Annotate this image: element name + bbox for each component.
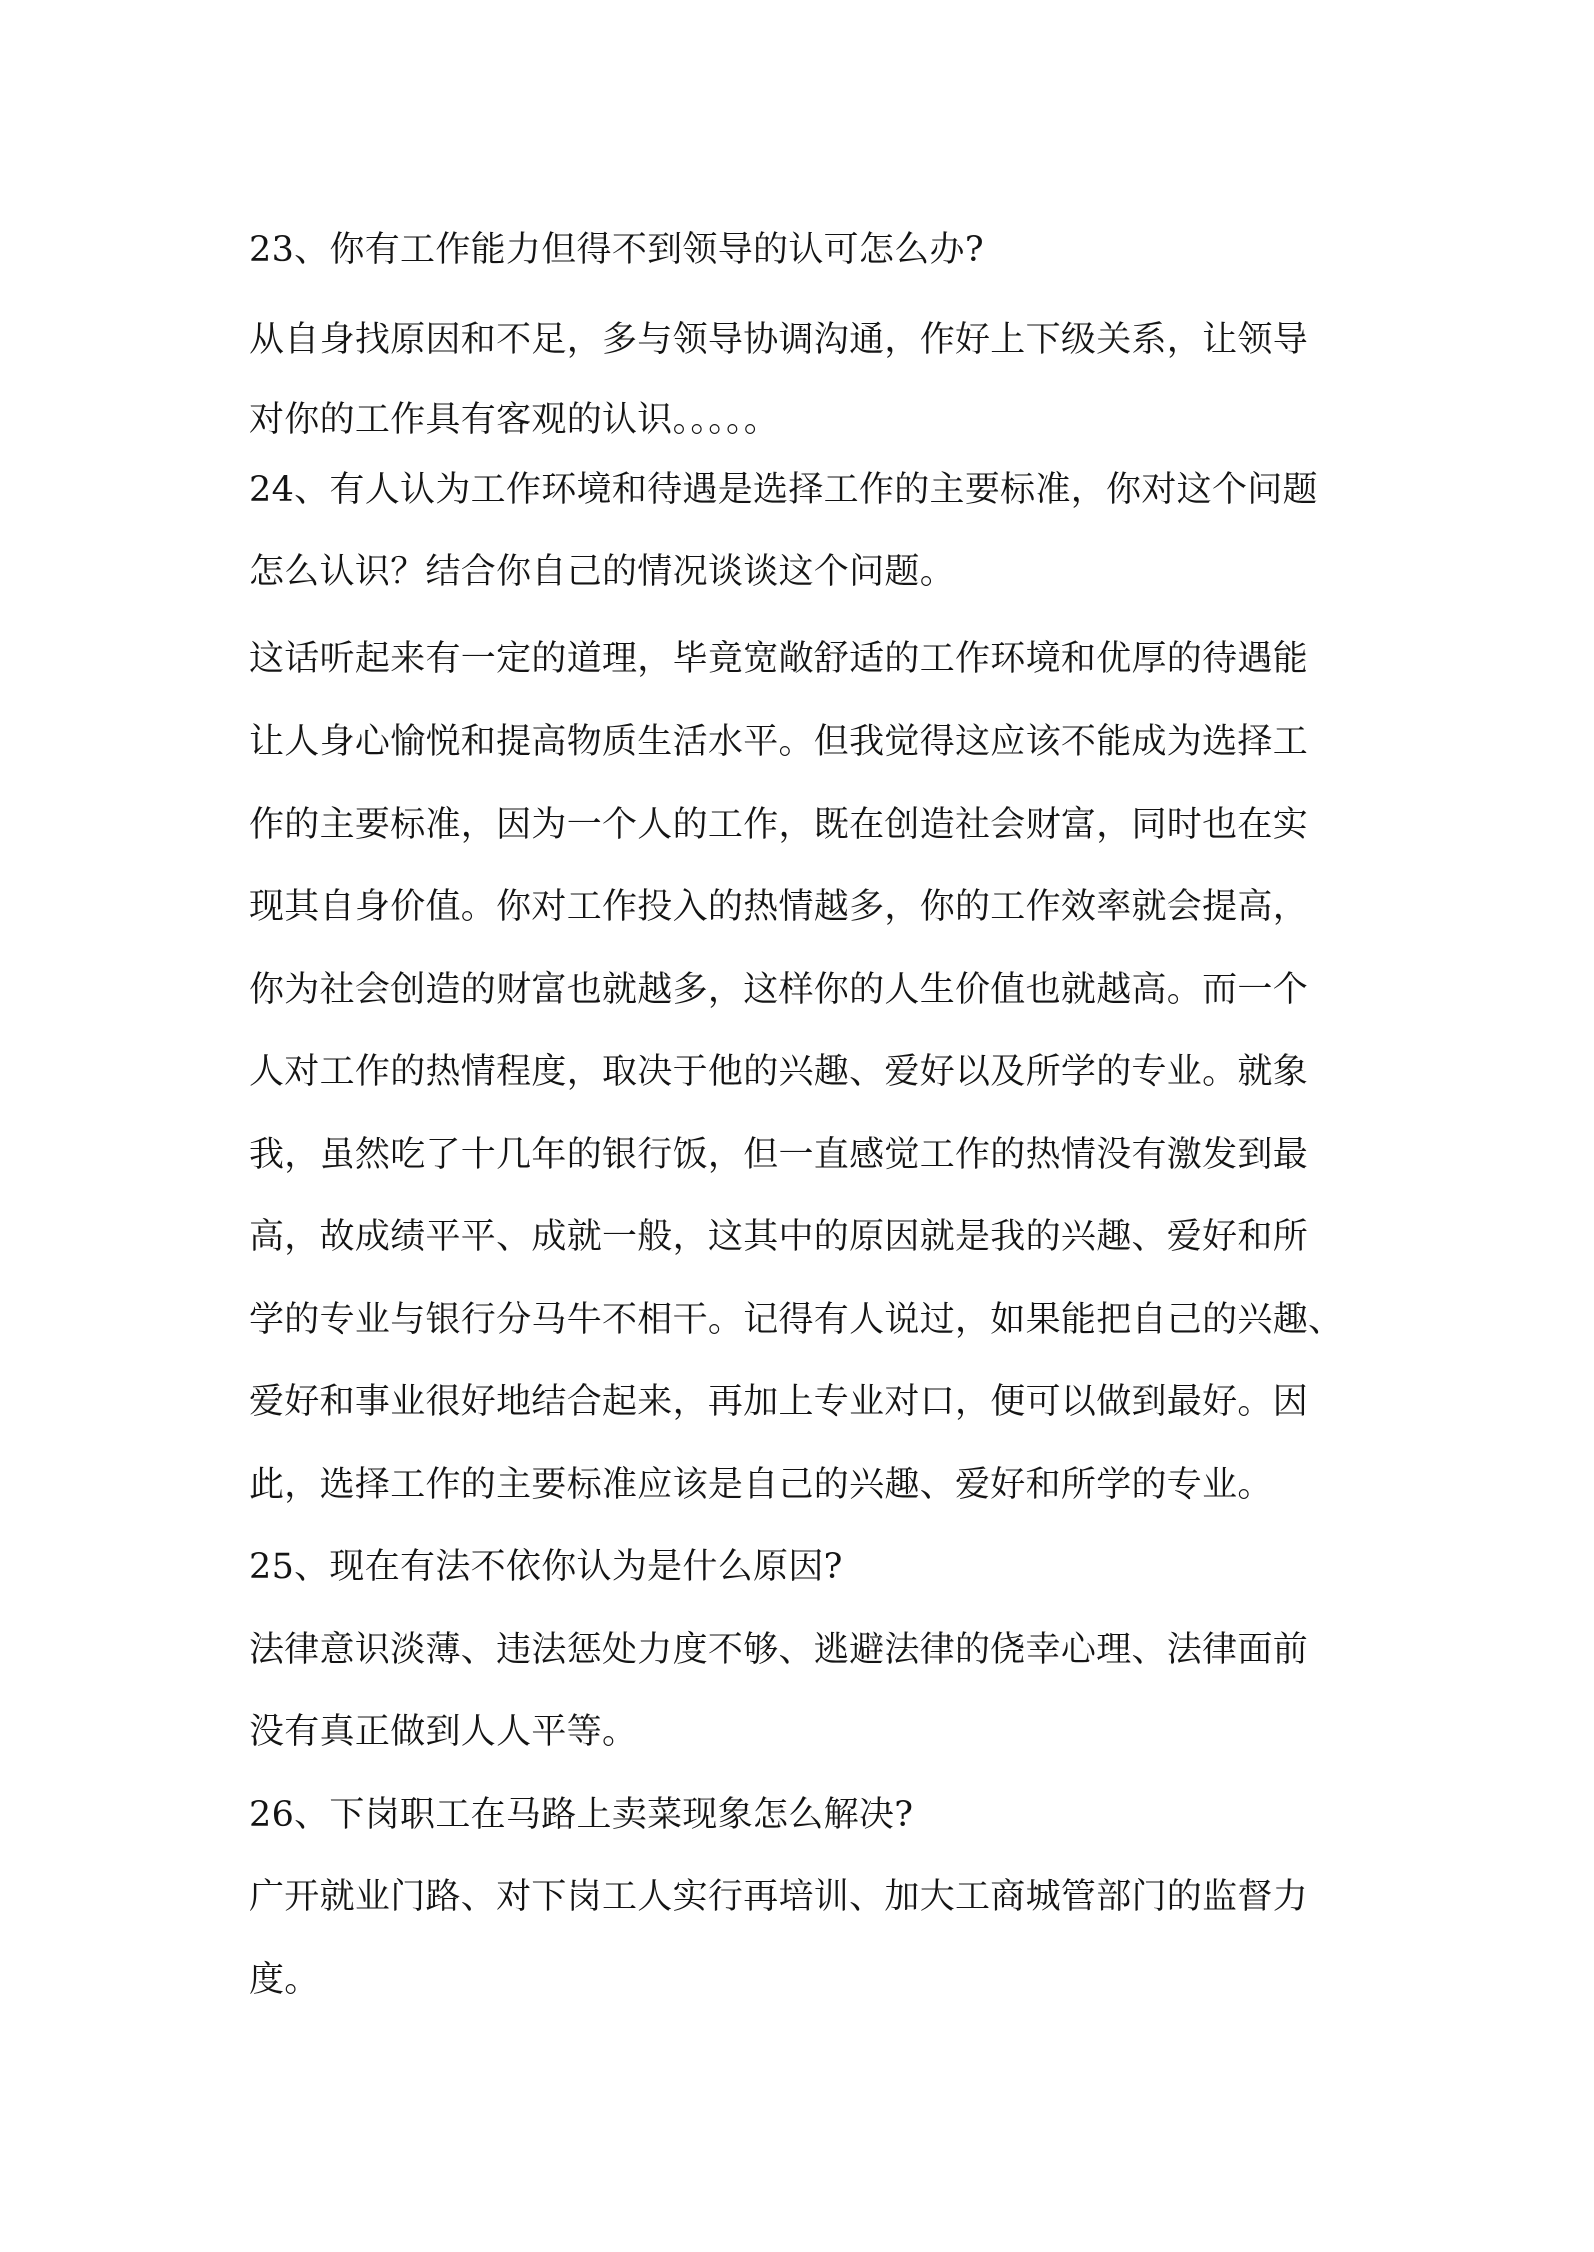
answer-26-line-1: 广开就业门路、对下岗工人实行再培训、加大工商城管部门的监督力 (249, 1877, 1309, 1917)
answer-24-line-3: 作的主要标准，因为一个人的工作，既在创造社会财富，同时也在实 (249, 805, 1309, 845)
question-24-line-1: 24、有人认为工作环境和待遇是选择工作的主要标准，你对这个问题 (249, 470, 1318, 510)
answer-23-line-1: 从自身找原因和不足，多与领导协调沟通，作好上下级关系，让领导 (249, 320, 1309, 360)
answer-24-line-10: 爱好和事业很好地结合起来，再加上专业对口，便可以做到最好。因 (249, 1382, 1309, 1422)
question-26-title: 26、下岗职工在马路上卖菜现象怎么解决? (249, 1795, 914, 1835)
answer-24-line-9: 学的专业与银行分马牛不相干。记得有人说过，如果能把自己的兴趣、 (249, 1300, 1344, 1340)
answer-24-line-8: 高，故成绩平平、成就一般，这其中的原因就是我的兴趣、爱好和所 (249, 1217, 1309, 1257)
answer-23-line-2: 对你的工作具有客观的认识。。。。。 (249, 400, 780, 440)
answer-24-line-11: 此，选择工作的主要标准应该是自己的兴趣、爱好和所学的专业。 (249, 1465, 1273, 1505)
answer-24-line-7: 我，虽然吃了十几年的银行饭，但一直感觉工作的热情没有激发到最 (249, 1135, 1309, 1175)
answer-24-line-5: 你为社会创造的财富也就越多，这样你的人生价值也就越高。而一个 (249, 970, 1309, 1010)
answer-24-line-6: 人对工作的热情程度，取决于他的兴趣、爱好以及所学的专业。就象 (249, 1052, 1309, 1092)
answer-24-line-4: 现其自身价值。你对工作投入的热情越多，你的工作效率就会提高， (249, 887, 1309, 927)
answer-25-line-1: 法律意识淡薄、违法惩处力度不够、逃避法律的侥幸心理、法律面前 (249, 1630, 1309, 1670)
answer-25-line-2: 没有真正做到人人平等。 (249, 1712, 638, 1752)
question-25-title: 25、现在有法不依你认为是什么原因? (249, 1547, 843, 1587)
answer-26-line-2: 度。 (249, 1960, 320, 2000)
answer-24-line-1: 这话听起来有一定的道理，毕竟宽敞舒适的工作环境和优厚的待遇能 (249, 639, 1309, 679)
question-24-line-2: 怎么认识？结合你自己的情况谈谈这个问题。 (249, 552, 956, 592)
answer-24-line-2: 让人身心愉悦和提高物质生活水平。但我觉得这应该不能成为选择工 (249, 722, 1309, 762)
question-23-title: 23、你有工作能力但得不到领导的认可怎么办? (249, 230, 984, 270)
